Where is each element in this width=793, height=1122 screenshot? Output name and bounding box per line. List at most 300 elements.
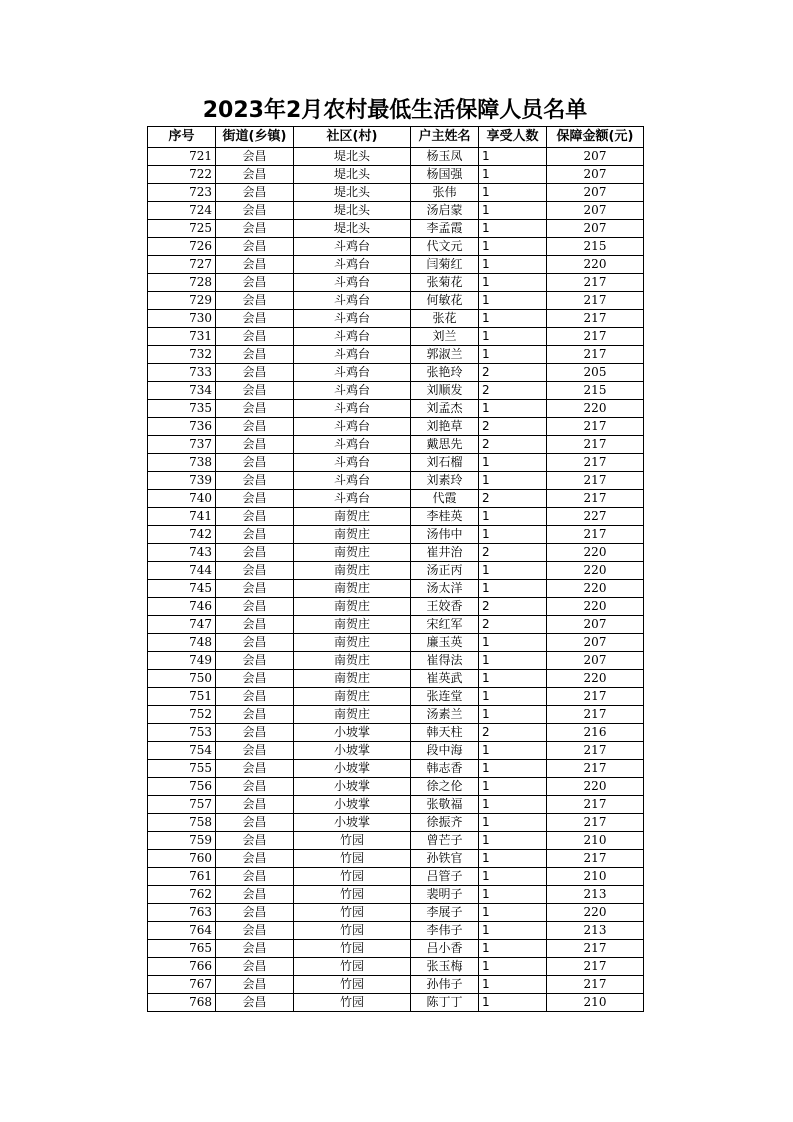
village-cell: 小坡掌 [294, 724, 411, 742]
serial-number-cell: 737 [148, 436, 216, 454]
village-cell: 南贺庄 [294, 652, 411, 670]
householder-name-cell: 崔英武 [411, 670, 479, 688]
town-cell: 会昌 [216, 256, 294, 274]
serial-number-cell: 735 [148, 400, 216, 418]
table-row [148, 382, 644, 400]
householder-name-cell: 宋红军 [411, 616, 479, 634]
village-cell: 小坡掌 [294, 796, 411, 814]
serial-number-cell: 761 [148, 868, 216, 886]
serial-number-cell: 731 [148, 328, 216, 346]
householder-name-cell: 刘兰 [411, 328, 479, 346]
village-cell: 南贺庄 [294, 544, 411, 562]
amount-cell: 217 [547, 328, 644, 346]
amount-cell: 217 [547, 436, 644, 454]
serial-number-cell: 739 [148, 472, 216, 490]
householder-name-cell: 郭淑兰 [411, 346, 479, 364]
village-cell: 堤北头 [294, 220, 411, 238]
beneficiary-count-cell: 1 [479, 508, 547, 526]
town-cell: 会昌 [216, 760, 294, 778]
householder-name-cell: 汤太洋 [411, 580, 479, 598]
table-row [148, 976, 644, 994]
householder-name-cell: 李展子 [411, 904, 479, 922]
amount-cell: 217 [547, 418, 644, 436]
beneficiary-count-cell: 1 [479, 562, 547, 580]
serial-number-cell: 765 [148, 940, 216, 958]
amount-cell: 217 [547, 976, 644, 994]
town-cell: 会昌 [216, 868, 294, 886]
serial-number-cell: 742 [148, 526, 216, 544]
table-row [148, 166, 644, 184]
amount-cell: 220 [547, 400, 644, 418]
village-cell: 斗鸡台 [294, 400, 411, 418]
town-cell: 会昌 [216, 418, 294, 436]
village-cell: 堤北头 [294, 202, 411, 220]
table-row [148, 526, 644, 544]
town-cell: 会昌 [216, 652, 294, 670]
beneficiary-count-cell: 1 [479, 346, 547, 364]
beneficiary-count-cell: 1 [479, 778, 547, 796]
village-cell: 竹园 [294, 940, 411, 958]
householder-name-cell: 韩天柱 [411, 724, 479, 742]
serial-number-cell: 759 [148, 832, 216, 850]
village-cell: 小坡掌 [294, 760, 411, 778]
serial-number-cell: 749 [148, 652, 216, 670]
serial-number-cell: 729 [148, 292, 216, 310]
amount-cell: 210 [547, 994, 644, 1012]
householder-name-cell: 孙伟子 [411, 976, 479, 994]
beneficiary-count-cell: 2 [479, 544, 547, 562]
village-cell: 堤北头 [294, 184, 411, 202]
beneficiary-count-cell: 1 [479, 472, 547, 490]
village-cell: 南贺庄 [294, 598, 411, 616]
beneficiary-count-cell: 2 [479, 436, 547, 454]
table-row [148, 400, 644, 418]
table-row [148, 886, 644, 904]
table-row [148, 670, 644, 688]
householder-name-cell: 徐之伦 [411, 778, 479, 796]
householder-name-cell: 代霞 [411, 490, 479, 508]
town-cell: 会昌 [216, 562, 294, 580]
beneficiary-count-cell: 2 [479, 418, 547, 436]
beneficiary-count-cell: 1 [479, 976, 547, 994]
amount-cell: 217 [547, 796, 644, 814]
town-cell: 会昌 [216, 382, 294, 400]
beneficiary-count-cell: 1 [479, 166, 547, 184]
amount-cell: 220 [547, 256, 644, 274]
beneficiary-count-cell: 2 [479, 724, 547, 742]
town-cell: 会昌 [216, 904, 294, 922]
beneficiary-count-cell: 1 [479, 184, 547, 202]
village-cell: 斗鸡台 [294, 346, 411, 364]
serial-number-cell: 762 [148, 886, 216, 904]
amount-cell: 217 [547, 292, 644, 310]
town-cell: 会昌 [216, 940, 294, 958]
table-row [148, 346, 644, 364]
householder-name-cell: 李孟霞 [411, 220, 479, 238]
table-row [148, 490, 644, 508]
amount-cell: 217 [547, 814, 644, 832]
table-row [148, 202, 644, 220]
beneficiary-count-cell: 1 [479, 832, 547, 850]
village-cell: 斗鸡台 [294, 418, 411, 436]
amount-cell: 220 [547, 544, 644, 562]
village-cell: 南贺庄 [294, 526, 411, 544]
serial-number-cell: 752 [148, 706, 216, 724]
householder-name-cell: 刘石榴 [411, 454, 479, 472]
town-cell: 会昌 [216, 778, 294, 796]
householder-name-cell: 吕小香 [411, 940, 479, 958]
table-row [148, 544, 644, 562]
serial-number-cell: 721 [148, 148, 216, 166]
beneficiary-count-cell: 1 [479, 328, 547, 346]
table-row [148, 958, 644, 976]
village-cell: 竹园 [294, 886, 411, 904]
beneficiary-count-cell: 2 [479, 598, 547, 616]
village-cell: 竹园 [294, 868, 411, 886]
beneficiary-count-cell: 1 [479, 202, 547, 220]
serial-number-cell: 734 [148, 382, 216, 400]
table-row [148, 706, 644, 724]
town-cell: 会昌 [216, 400, 294, 418]
householder-name-cell: 裴明子 [411, 886, 479, 904]
amount-cell: 207 [547, 148, 644, 166]
table-row [148, 256, 644, 274]
beneficiary-count-cell: 2 [479, 490, 547, 508]
town-cell: 会昌 [216, 832, 294, 850]
amount-cell: 217 [547, 706, 644, 724]
amount-cell: 207 [547, 616, 644, 634]
town-cell: 会昌 [216, 742, 294, 760]
table-row [148, 814, 644, 832]
beneficiary-count-cell: 1 [479, 238, 547, 256]
table-row [148, 778, 644, 796]
village-cell: 竹园 [294, 922, 411, 940]
beneficiary-count-cell: 1 [479, 148, 547, 166]
header-serial-number: 序号 [148, 127, 216, 148]
village-cell: 小坡掌 [294, 778, 411, 796]
beneficiary-count-cell: 1 [479, 526, 547, 544]
householder-name-cell: 韩志香 [411, 760, 479, 778]
table-row [148, 220, 644, 238]
amount-cell: 217 [547, 940, 644, 958]
serial-number-cell: 724 [148, 202, 216, 220]
householder-name-cell: 曾芒子 [411, 832, 479, 850]
table-row [148, 328, 644, 346]
table-row [148, 364, 644, 382]
village-cell: 斗鸡台 [294, 328, 411, 346]
header-town: 街道(乡镇) [216, 127, 294, 148]
town-cell: 会昌 [216, 634, 294, 652]
serial-number-cell: 748 [148, 634, 216, 652]
householder-name-cell: 张连堂 [411, 688, 479, 706]
table-row [148, 274, 644, 292]
serial-number-cell: 722 [148, 166, 216, 184]
village-cell: 竹园 [294, 904, 411, 922]
beneficiary-count-cell: 1 [479, 274, 547, 292]
table-row [148, 454, 644, 472]
beneficiary-count-cell: 1 [479, 904, 547, 922]
table-row [148, 688, 644, 706]
town-cell: 会昌 [216, 958, 294, 976]
amount-cell: 220 [547, 562, 644, 580]
village-cell: 竹园 [294, 958, 411, 976]
town-cell: 会昌 [216, 886, 294, 904]
table-row [148, 724, 644, 742]
table-header-row [148, 127, 644, 148]
table-row [148, 940, 644, 958]
amount-cell: 217 [547, 958, 644, 976]
beneficiary-count-cell: 1 [479, 742, 547, 760]
beneficiary-count-cell: 1 [479, 850, 547, 868]
amount-cell: 216 [547, 724, 644, 742]
village-cell: 小坡掌 [294, 814, 411, 832]
serial-number-cell: 768 [148, 994, 216, 1012]
serial-number-cell: 744 [148, 562, 216, 580]
householder-name-cell: 汤正丙 [411, 562, 479, 580]
serial-number-cell: 738 [148, 454, 216, 472]
householder-name-cell: 刘艳草 [411, 418, 479, 436]
beneficiary-count-cell: 1 [479, 814, 547, 832]
town-cell: 会昌 [216, 580, 294, 598]
village-cell: 斗鸡台 [294, 454, 411, 472]
beneficiary-count-cell: 1 [479, 994, 547, 1012]
town-cell: 会昌 [216, 184, 294, 202]
beneficiary-count-cell: 2 [479, 364, 547, 382]
table-row [148, 904, 644, 922]
amount-cell: 213 [547, 886, 644, 904]
amount-cell: 207 [547, 184, 644, 202]
table-row [148, 310, 644, 328]
amount-cell: 207 [547, 166, 644, 184]
town-cell: 会昌 [216, 328, 294, 346]
table-row [148, 652, 644, 670]
table-row [148, 508, 644, 526]
town-cell: 会昌 [216, 796, 294, 814]
beneficiary-count-cell: 1 [479, 580, 547, 598]
village-cell: 竹园 [294, 994, 411, 1012]
householder-name-cell: 刘顺发 [411, 382, 479, 400]
serial-number-cell: 727 [148, 256, 216, 274]
village-cell: 斗鸡台 [294, 364, 411, 382]
householder-name-cell: 崔得法 [411, 652, 479, 670]
amount-cell: 207 [547, 652, 644, 670]
town-cell: 会昌 [216, 976, 294, 994]
beneficiary-count-cell: 1 [479, 958, 547, 976]
beneficiary-count-cell: 1 [479, 886, 547, 904]
amount-cell: 215 [547, 382, 644, 400]
town-cell: 会昌 [216, 490, 294, 508]
amount-cell: 220 [547, 904, 644, 922]
serial-number-cell: 736 [148, 418, 216, 436]
householder-name-cell: 代文元 [411, 238, 479, 256]
amount-cell: 217 [547, 850, 644, 868]
serial-number-cell: 728 [148, 274, 216, 292]
householder-name-cell: 张花 [411, 310, 479, 328]
town-cell: 会昌 [216, 850, 294, 868]
table-row [148, 184, 644, 202]
householder-name-cell: 刘孟杰 [411, 400, 479, 418]
table-row [148, 292, 644, 310]
serial-number-cell: 732 [148, 346, 216, 364]
page-title: 2023年2月农村最低生活保障人员名单 [202, 98, 588, 123]
serial-number-cell: 741 [148, 508, 216, 526]
beneficiary-count-cell: 1 [479, 688, 547, 706]
amount-cell: 207 [547, 220, 644, 238]
village-cell: 斗鸡台 [294, 472, 411, 490]
beneficiary-count-cell: 1 [479, 454, 547, 472]
serial-number-cell: 725 [148, 220, 216, 238]
table-row [148, 472, 644, 490]
town-cell: 会昌 [216, 364, 294, 382]
village-cell: 竹园 [294, 976, 411, 994]
amount-cell: 217 [547, 274, 644, 292]
amount-cell: 217 [547, 742, 644, 760]
relief-roster-table [147, 126, 644, 1012]
householder-name-cell: 孙铁官 [411, 850, 479, 868]
village-cell: 竹园 [294, 832, 411, 850]
householder-name-cell: 李伟子 [411, 922, 479, 940]
table-row [148, 850, 644, 868]
beneficiary-count-cell: 1 [479, 796, 547, 814]
table-row [148, 598, 644, 616]
village-cell: 南贺庄 [294, 580, 411, 598]
town-cell: 会昌 [216, 922, 294, 940]
beneficiary-count-cell: 2 [479, 616, 547, 634]
serial-number-cell: 740 [148, 490, 216, 508]
village-cell: 南贺庄 [294, 670, 411, 688]
town-cell: 会昌 [216, 346, 294, 364]
householder-name-cell: 陈丁丁 [411, 994, 479, 1012]
table-row [148, 994, 644, 1012]
town-cell: 会昌 [216, 274, 294, 292]
header-beneficiary-count: 享受人数 [479, 127, 547, 148]
town-cell: 会昌 [216, 994, 294, 1012]
table-row [148, 832, 644, 850]
householder-name-cell: 何敏花 [411, 292, 479, 310]
amount-cell: 217 [547, 472, 644, 490]
serial-number-cell: 756 [148, 778, 216, 796]
beneficiary-count-cell: 1 [479, 652, 547, 670]
village-cell: 斗鸡台 [294, 292, 411, 310]
table-row [148, 148, 644, 166]
beneficiary-count-cell: 1 [479, 940, 547, 958]
amount-cell: 213 [547, 922, 644, 940]
amount-cell: 217 [547, 454, 644, 472]
table-row [148, 418, 644, 436]
beneficiary-count-cell: 1 [479, 220, 547, 238]
table-row [148, 868, 644, 886]
table-row [148, 796, 644, 814]
beneficiary-count-cell: 1 [479, 256, 547, 274]
amount-cell: 220 [547, 580, 644, 598]
village-cell: 斗鸡台 [294, 238, 411, 256]
town-cell: 会昌 [216, 508, 294, 526]
householder-name-cell: 廉玉英 [411, 634, 479, 652]
town-cell: 会昌 [216, 202, 294, 220]
serial-number-cell: 743 [148, 544, 216, 562]
householder-name-cell: 张伟 [411, 184, 479, 202]
beneficiary-count-cell: 1 [479, 922, 547, 940]
amount-cell: 210 [547, 832, 644, 850]
serial-number-cell: 733 [148, 364, 216, 382]
beneficiary-count-cell: 1 [479, 868, 547, 886]
householder-name-cell: 段中海 [411, 742, 479, 760]
town-cell: 会昌 [216, 148, 294, 166]
table-row [148, 562, 644, 580]
amount-cell: 217 [547, 490, 644, 508]
table-row [148, 436, 644, 454]
householder-name-cell: 杨玉凤 [411, 148, 479, 166]
table-row [148, 238, 644, 256]
householder-name-cell: 崔井治 [411, 544, 479, 562]
beneficiary-count-cell: 1 [479, 400, 547, 418]
beneficiary-count-cell: 1 [479, 292, 547, 310]
householder-name-cell: 闫菊红 [411, 256, 479, 274]
serial-number-cell: 723 [148, 184, 216, 202]
table-row [148, 616, 644, 634]
amount-cell: 217 [547, 760, 644, 778]
town-cell: 会昌 [216, 238, 294, 256]
householder-name-cell: 张艳玲 [411, 364, 479, 382]
town-cell: 会昌 [216, 616, 294, 634]
village-cell: 堤北头 [294, 148, 411, 166]
amount-cell: 207 [547, 202, 644, 220]
town-cell: 会昌 [216, 454, 294, 472]
serial-number-cell: 726 [148, 238, 216, 256]
village-cell: 斗鸡台 [294, 436, 411, 454]
beneficiary-count-cell: 1 [479, 706, 547, 724]
table-row [148, 922, 644, 940]
table-body [148, 148, 644, 1012]
serial-number-cell: 745 [148, 580, 216, 598]
village-cell: 斗鸡台 [294, 310, 411, 328]
serial-number-cell: 730 [148, 310, 216, 328]
householder-name-cell: 张菊花 [411, 274, 479, 292]
serial-number-cell: 767 [148, 976, 216, 994]
village-cell: 南贺庄 [294, 508, 411, 526]
town-cell: 会昌 [216, 706, 294, 724]
amount-cell: 217 [547, 526, 644, 544]
amount-cell: 220 [547, 778, 644, 796]
serial-number-cell: 757 [148, 796, 216, 814]
town-cell: 会昌 [216, 436, 294, 454]
village-cell: 小坡掌 [294, 742, 411, 760]
serial-number-cell: 755 [148, 760, 216, 778]
town-cell: 会昌 [216, 598, 294, 616]
table-row [148, 580, 644, 598]
town-cell: 会昌 [216, 814, 294, 832]
table-row [148, 742, 644, 760]
householder-name-cell: 李桂英 [411, 508, 479, 526]
village-cell: 南贺庄 [294, 706, 411, 724]
amount-cell: 215 [547, 238, 644, 256]
town-cell: 会昌 [216, 166, 294, 184]
beneficiary-count-cell: 1 [479, 634, 547, 652]
village-cell: 堤北头 [294, 166, 411, 184]
beneficiary-count-cell: 2 [479, 382, 547, 400]
beneficiary-count-cell: 1 [479, 760, 547, 778]
serial-number-cell: 766 [148, 958, 216, 976]
town-cell: 会昌 [216, 544, 294, 562]
town-cell: 会昌 [216, 472, 294, 490]
village-cell: 斗鸡台 [294, 490, 411, 508]
amount-cell: 227 [547, 508, 644, 526]
amount-cell: 220 [547, 670, 644, 688]
serial-number-cell: 753 [148, 724, 216, 742]
header-amount: 保障金额(元) [547, 127, 644, 148]
serial-number-cell: 754 [148, 742, 216, 760]
header-householder-name: 户主姓名 [411, 127, 479, 148]
